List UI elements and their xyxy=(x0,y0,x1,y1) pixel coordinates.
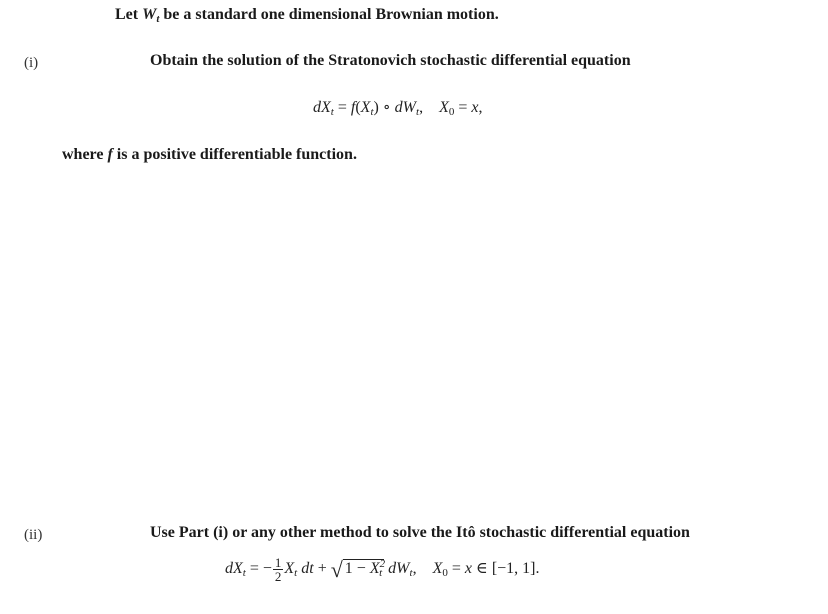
part-ii-equation: $dX_t$ = − $\frac{1}{2}$ $X_t$ dt + √ $1 - X^2_t$ $dW_t$, X0 = x ∈ [−1, 1]. xyxy=(225,555,540,584)
part-i-equation: $dX_t = f(X_t)$ ∘ $dW_t$, X0 = x, xyxy=(313,99,483,118)
part-ii-label: (ii) xyxy=(24,527,43,543)
part-i-where: where f is a positive differentiable function. xyxy=(62,146,357,163)
square-root: √ $1 - X^2_t$ xyxy=(330,557,386,583)
part-i-instruction: Obtain the solution of the Stratonovich stochastic differential equation xyxy=(150,52,631,69)
one-half-fraction: $\frac{1}{2}$ xyxy=(274,555,282,584)
intro-text: Let $W_t$ be a standard one dimensional Brownian motion. xyxy=(115,6,499,25)
part-ii-instruction: Use Part (i) or any other method to solve the Itô stochastic differential equation xyxy=(150,524,690,541)
part-i-label: (i) xyxy=(24,55,39,71)
